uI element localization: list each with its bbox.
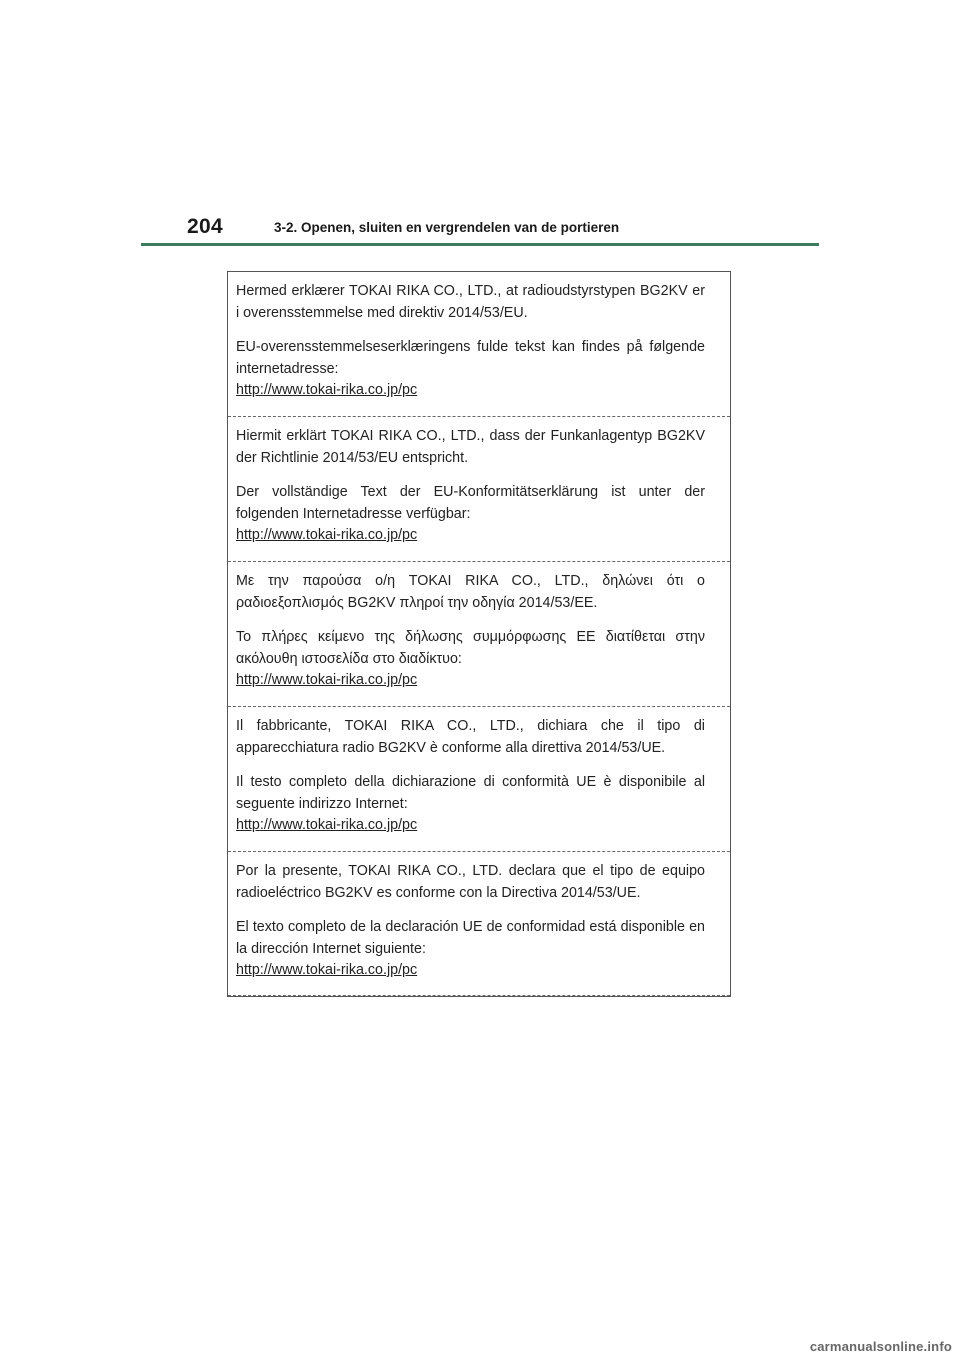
section-title: 3-2. Openen, sluiten en vergrendelen van de portieren xyxy=(274,220,620,235)
declaration-availability: Το πλήρες κείμενο της δήλωσης συμμόρφωσης ΕΕ διατίθεται στην ακόλουθη ιστοσελίδα στο διαδίκτυο: xyxy=(236,629,705,667)
declaration-url-link[interactable]: http://www.tokai-rika.co.jp/pc xyxy=(236,382,418,398)
page-header xyxy=(141,212,819,248)
watermark-text: carmanualsonline.info xyxy=(809,1339,952,1354)
declaration-spanish xyxy=(228,852,730,996)
declaration-statement: Με την παρούσα ο/η TOKAI RIKA CO., LTD., δηλώνει ότι ο ραδιοεξοπλισμός BG2KV πληροί την οδηγία 2014/53/ΕΕ. xyxy=(236,573,705,611)
declaration-box xyxy=(227,271,731,997)
declaration-danish xyxy=(228,272,730,417)
declaration-statement: Hermed erklærer TOKAI RIKA CO., LTD., at radioudstyrstypen BG2KV er i overensstemmelse med direktiv 2014/53/EU. xyxy=(236,283,705,321)
declaration-german xyxy=(228,417,730,562)
declaration-statement: Hiermit erklärt TOKAI RIKA CO., LTD., dass der Funkanlagentyp BG2KV der Richtlinie 2014/53/EU entspricht. xyxy=(236,428,705,466)
declaration-availability: EU-overensstemmelseserklæringens fulde tekst kan findes på følgende internetadresse: xyxy=(236,339,705,377)
declaration-availability: Der vollständige Text der EU-Konformitätserklärung ist unter der folgenden Internetadresse verfügbar: xyxy=(236,484,705,522)
header-rule xyxy=(141,243,819,246)
declaration-url-link[interactable]: http://www.tokai-rika.co.jp/pc xyxy=(236,962,418,978)
declaration-url-link[interactable]: http://www.tokai-rika.co.jp/pc xyxy=(236,527,418,543)
declaration-greek xyxy=(228,562,730,707)
declaration-url-link[interactable]: http://www.tokai-rika.co.jp/pc xyxy=(236,817,418,833)
declaration-url-link[interactable]: http://www.tokai-rika.co.jp/pc xyxy=(236,672,418,688)
declaration-italian xyxy=(228,707,730,852)
declaration-statement: Por la presente, TOKAI RIKA CO., LTD. declara que el tipo de equipo radioeléctrico BG2KV es conforme con la Directiva 2014/53/UE. xyxy=(236,863,705,901)
declaration-availability: Il testo completo della dichiarazione di conformità UE è disponibile al seguente indirizzo Internet: xyxy=(236,774,705,812)
page-number: 204 xyxy=(187,215,223,238)
declaration-availability: El texto completo de la declaración UE de conformidad está disponible en la dirección Internet siguiente: xyxy=(236,919,705,957)
declaration-statement: Il fabbricante, TOKAI RIKA CO., LTD., dichiara che il tipo di apparecchiatura radio BG2KV è conforme alla direttiva 2014/53/UE. xyxy=(236,718,705,756)
